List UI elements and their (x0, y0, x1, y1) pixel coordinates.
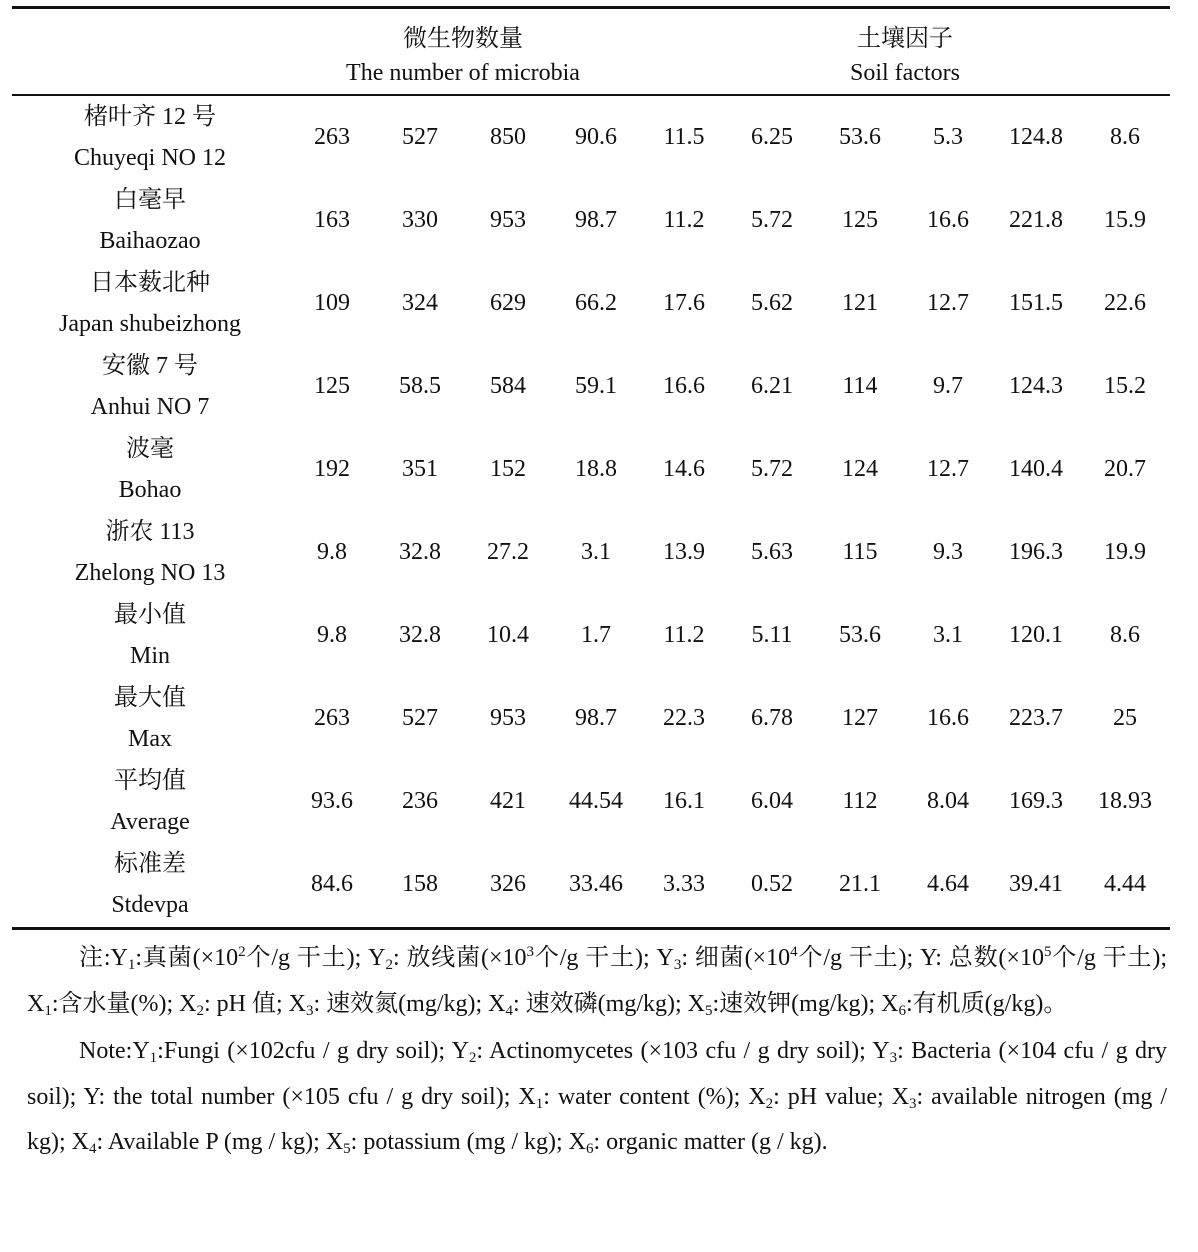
row-label-zh: 楮叶齐 12 号 (84, 103, 216, 130)
table-cell: 98.7 (575, 705, 617, 731)
table-cell: 32.8 (399, 622, 441, 648)
row-label (12, 760, 288, 843)
table-cell: 18.8 (575, 456, 617, 482)
table-cell: 330 (402, 207, 438, 233)
table-cell: 125 (314, 373, 350, 399)
table-cell: 6.04 (751, 788, 793, 814)
row-label-zh: 白毫早 (114, 186, 186, 213)
table-cell: 223.7 (1009, 705, 1063, 731)
table-cell: 10.4 (487, 622, 529, 648)
table-cell: 5.11 (751, 622, 793, 648)
table-cell: 5.63 (751, 539, 793, 565)
row-label (12, 428, 288, 511)
table-cell: 25 (1113, 705, 1137, 731)
table-cell: 17.6 (663, 290, 705, 316)
row-label (12, 511, 288, 594)
table-cell: 527 (402, 705, 438, 731)
table-cell: 263 (314, 124, 350, 150)
table-cell: 3.33 (663, 871, 705, 897)
table-cell: 15.2 (1104, 373, 1146, 399)
table-cell: 6.25 (751, 124, 793, 150)
table-cell: 124.8 (1009, 124, 1063, 150)
table-cell: 22.3 (663, 705, 705, 731)
table-cell: 263 (314, 705, 350, 731)
table-cell: 16.6 (927, 207, 969, 233)
row-label-zh: 波毫 (126, 435, 174, 462)
table-cell: 9.8 (317, 539, 347, 565)
table-row (12, 262, 1170, 345)
row-label-en: Max (128, 725, 172, 752)
table-top-rule (12, 6, 1170, 9)
row-label-en: Anhui NO 7 (90, 393, 210, 420)
table-cell: 84.6 (311, 871, 353, 897)
row-label (12, 96, 288, 179)
row-label (12, 179, 288, 262)
table-cell: 5.72 (751, 456, 793, 482)
table-cell: 18.93 (1098, 788, 1152, 814)
table-cell: 527 (402, 124, 438, 150)
table-cell: 114 (842, 373, 878, 399)
table-cell: 163 (314, 207, 350, 233)
table-body (12, 96, 1170, 926)
header-soil-zh: 土壤因子 (857, 26, 953, 52)
table-cell: 14.6 (663, 456, 705, 482)
table-row (12, 96, 1170, 179)
table-cell: 3.1 (933, 622, 963, 648)
table-cell: 4.64 (927, 871, 969, 897)
table-cell: 90.6 (575, 124, 617, 150)
row-label (12, 677, 288, 760)
table-cell: 121 (842, 290, 878, 316)
table-cell: 11.2 (663, 622, 705, 648)
row-label-en: Baihaozao (99, 227, 201, 254)
table-row (12, 345, 1170, 428)
footnote (27, 936, 1167, 1166)
table-cell: 629 (490, 290, 526, 316)
row-label (12, 843, 288, 926)
table-cell: 20.7 (1104, 456, 1146, 482)
table-cell: 120.1 (1009, 622, 1063, 648)
table-cell: 125 (842, 207, 878, 233)
row-label-zh: 浙农 113 (105, 518, 195, 545)
table-cell: 221.8 (1009, 207, 1063, 233)
row-label (12, 345, 288, 428)
table-cell: 124.3 (1009, 373, 1063, 399)
table-cell: 16.1 (663, 788, 705, 814)
row-label-zh: 平均值 (114, 767, 186, 794)
row-label-en: Stdevpa (111, 891, 189, 918)
table-cell: 39.41 (1009, 871, 1063, 897)
row-label-zh: 安徽 7 号 (102, 352, 198, 379)
row-label-zh: 标准差 (114, 850, 186, 877)
table-cell: 124 (842, 456, 878, 482)
table-cell: 9.3 (933, 539, 963, 565)
table-cell: 115 (842, 539, 878, 565)
table-cell: 11.2 (663, 207, 705, 233)
table-cell: 53.6 (839, 124, 881, 150)
table-cell: 0.52 (751, 871, 793, 897)
row-label-en: Min (129, 642, 170, 669)
table-cell: 5.3 (933, 124, 963, 150)
table-row (12, 760, 1170, 843)
table-row (12, 843, 1170, 926)
row-label (12, 262, 288, 345)
table-cell: 5.72 (751, 207, 793, 233)
row-label-en: Chuyeqi NO 12 (74, 144, 226, 171)
row-label-zh: 日本薮北种 (90, 269, 210, 296)
table-cell: 16.6 (663, 373, 705, 399)
table-cell: 12.7 (927, 456, 969, 482)
table-cell: 66.2 (575, 290, 617, 316)
table-cell: 5.62 (751, 290, 793, 316)
table-cell: 953 (490, 207, 526, 233)
table-cell: 421 (490, 788, 526, 814)
table-cell: 3.1 (581, 539, 611, 565)
row-label-zh: 最大值 (114, 684, 186, 711)
table-cell: 13.9 (663, 539, 705, 565)
table-cell: 1.7 (581, 622, 611, 648)
table-cell: 324 (402, 290, 438, 316)
table-cell: 9.7 (933, 373, 963, 399)
table-cell: 236 (402, 788, 438, 814)
table-cell: 351 (402, 456, 438, 482)
table-cell: 98.7 (575, 207, 617, 233)
table-cell: 53.6 (839, 622, 881, 648)
table-cell: 152 (490, 456, 526, 482)
table-cell: 192 (314, 456, 350, 482)
table-cell: 169.3 (1009, 788, 1063, 814)
table-cell: 27.2 (487, 539, 529, 565)
table-cell: 8.6 (1110, 124, 1140, 150)
table-cell: 12.7 (927, 290, 969, 316)
table-row (12, 594, 1170, 677)
footnote-zh: 注$:Y_1$:真菌($\times 10^2$个/g 干土); $Y_2$: 放线菌($\times 10^3$个/g 干土); $Y_3$: 细菌($\times 10^4$个/g 干土); Y: 总数($\times 10^5$个/g 干土); $X_1$:含水量(%); $X_2$: pH 值; $X_3$: 速效氮(mg/kg); $X_4$: 速效磷(mg/kg); $X_5$:速效钾(mg/kg); $X_6$:有机质(g/kg)。 (27, 944, 1168, 1019)
table-cell: 59.1 (575, 373, 617, 399)
row-label-en: Japan shubeizhong (59, 310, 241, 337)
table-cell: 326 (490, 871, 526, 897)
table-cell: 109 (314, 290, 350, 316)
table-cell: 112 (842, 788, 878, 814)
table-cell: 93.6 (311, 788, 353, 814)
table-cell: 584 (490, 373, 526, 399)
table-cell: 158 (402, 871, 438, 897)
table-cell: 11.5 (663, 124, 705, 150)
table-cell: 16.6 (927, 705, 969, 731)
table-cell: 32.8 (399, 539, 441, 565)
row-label-en: Average (110, 808, 190, 835)
table-cell: 19.9 (1104, 539, 1146, 565)
table-cell: 58.5 (399, 373, 441, 399)
table-row (12, 677, 1170, 760)
row-label-en: Zhelong NO 13 (74, 559, 226, 586)
table-cell: 953 (490, 705, 526, 731)
table-cell: 8.04 (927, 788, 969, 814)
table-cell: 127 (842, 705, 878, 731)
table-cell: 33.46 (569, 871, 623, 897)
table-bottom-rule (12, 927, 1170, 930)
header-soil-en: Soil factors (850, 60, 960, 86)
table-cell: 6.78 (751, 705, 793, 731)
table-cell: 21.1 (839, 871, 881, 897)
table-row (12, 179, 1170, 262)
header-microbia-en: The number of microbia (346, 60, 580, 86)
table-cell: 44.54 (569, 788, 623, 814)
table-cell: 22.6 (1104, 290, 1146, 316)
table-cell: 196.3 (1009, 539, 1063, 565)
header-microbia-zh: 微生物数量 (403, 26, 523, 52)
table-cell: 9.8 (317, 622, 347, 648)
row-label-zh: 最小值 (114, 601, 186, 628)
table-row (12, 428, 1170, 511)
table-cell: 6.21 (751, 373, 793, 399)
data-table (12, 96, 1170, 926)
table-cell: 140.4 (1009, 456, 1063, 482)
table-cell: 8.6 (1110, 622, 1140, 648)
table-cell: 850 (490, 124, 526, 150)
table-cell: 4.44 (1104, 871, 1146, 897)
footnote-en: $Note:Y_1:Fungi$ (×102cfu / g dry soil); $Y_2$: Actinomycetes (×103 cfu / g dry soil); $Y_3$: Bacteria (×104 cfu / g dry soil); Y: the total number (×105 cfu / g dry soil); $X_1$: water content (%); $X_2$: pH value; $X_3$: available nitrogen (mg / kg); $X_4$: Available P (mg / kg); $X_5$: potassium (mg / kg); $X_6$: organic matter (g / kg). (27, 1038, 1168, 1157)
row-label-en: Bohao (118, 476, 182, 503)
table-cell: 15.9 (1104, 207, 1146, 233)
table-row (12, 511, 1170, 594)
table-cell: 151.5 (1009, 290, 1063, 316)
row-label (12, 594, 288, 677)
